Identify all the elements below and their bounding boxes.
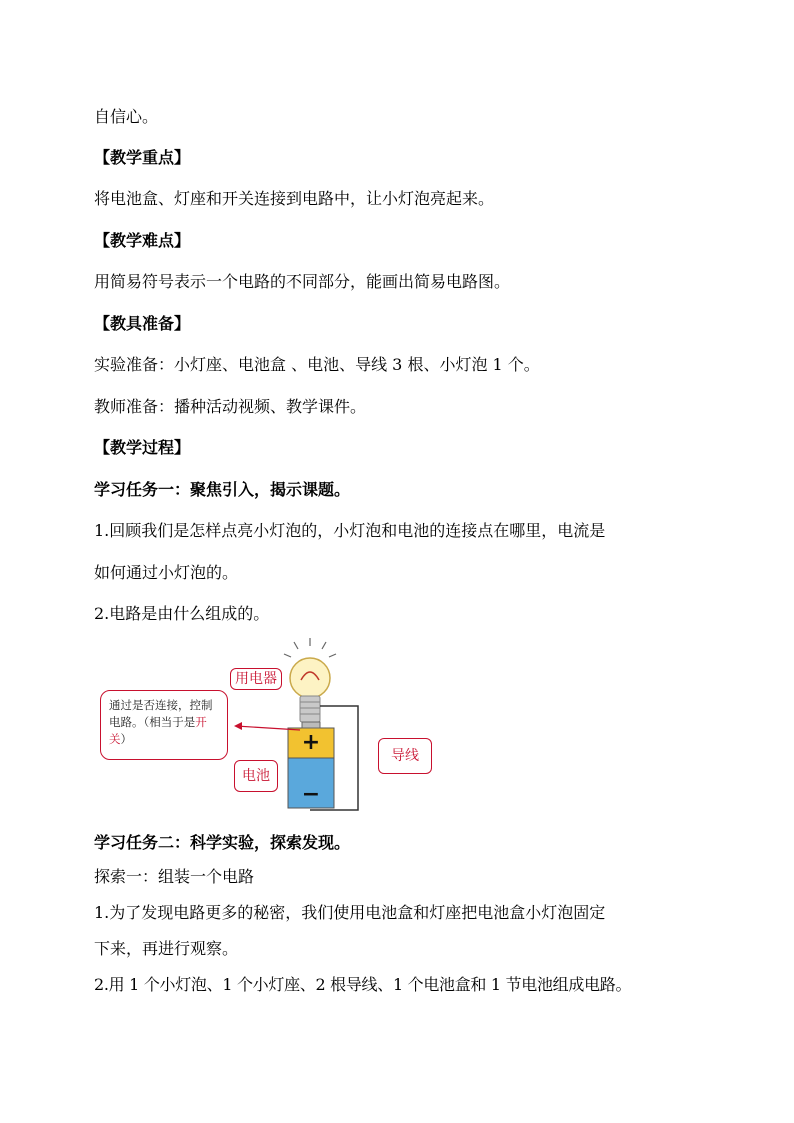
plus-sign: + [301, 730, 321, 755]
text-line: 探索一：组装一个电路 [94, 867, 255, 886]
switch-note [100, 690, 228, 760]
heading-process: 【教学过程】 [94, 438, 191, 457]
text-line: 下来，再进行观察。 [94, 939, 239, 958]
minus-sign: − [301, 782, 321, 807]
text-line: 实验准备：小灯座、电池盒 、电池、导线 3 根、小灯泡 1 个。 [94, 355, 540, 374]
text-line: 教师准备：播种活动视频、教学课件。 [94, 397, 367, 416]
label-appliance: 用电器 [230, 668, 282, 690]
heading-key-points: 【教学重点】 [94, 148, 191, 167]
text-line: 用简易符号表示一个电路的不同部分，能画出简易电路图。 [94, 272, 511, 291]
task-one-title: 学习任务一：聚焦引入，揭示课题。 [94, 480, 351, 499]
text-line: 1.回顾我们是怎样点亮小灯泡的，小灯泡和电池的连接点在哪里，电流是 [94, 521, 606, 540]
circuit-figure [94, 636, 444, 814]
text-line: 1.为了发现电路更多的秘密，我们使用电池盒和灯座把电池盒小灯泡固定 [94, 903, 606, 922]
label-battery: 电池 [234, 760, 278, 792]
switch-note-end: ） [120, 732, 132, 746]
switch-note-text: 通过是否连接，控制电路。（相当于是 [109, 698, 213, 729]
task-two-title: 学习任务二：科学实验，探索发现。 [94, 833, 351, 852]
text-line: 2.电路是由什么组成的。 [94, 604, 270, 623]
text-line: 2.用 1 个小灯泡、1 个小灯座、2 根导线、1 个电池盒和 1 节电池组成电路。 [94, 975, 632, 994]
heading-difficult-points: 【教学难点】 [94, 231, 191, 250]
label-wire: 导线 [378, 738, 432, 774]
heading-materials: 【教具准备】 [94, 314, 191, 333]
switch-note-highlight: 开关 [109, 715, 207, 746]
light-rays [284, 638, 336, 657]
bulb-base [300, 696, 320, 722]
text-line: 自信心。 [94, 107, 159, 126]
text-line: 将电池盒、灯座和开关连接到电路中，让小灯泡亮起来。 [94, 189, 495, 208]
text-line: 如何通过小灯泡的。 [94, 563, 239, 582]
bulb-icon [290, 658, 330, 698]
